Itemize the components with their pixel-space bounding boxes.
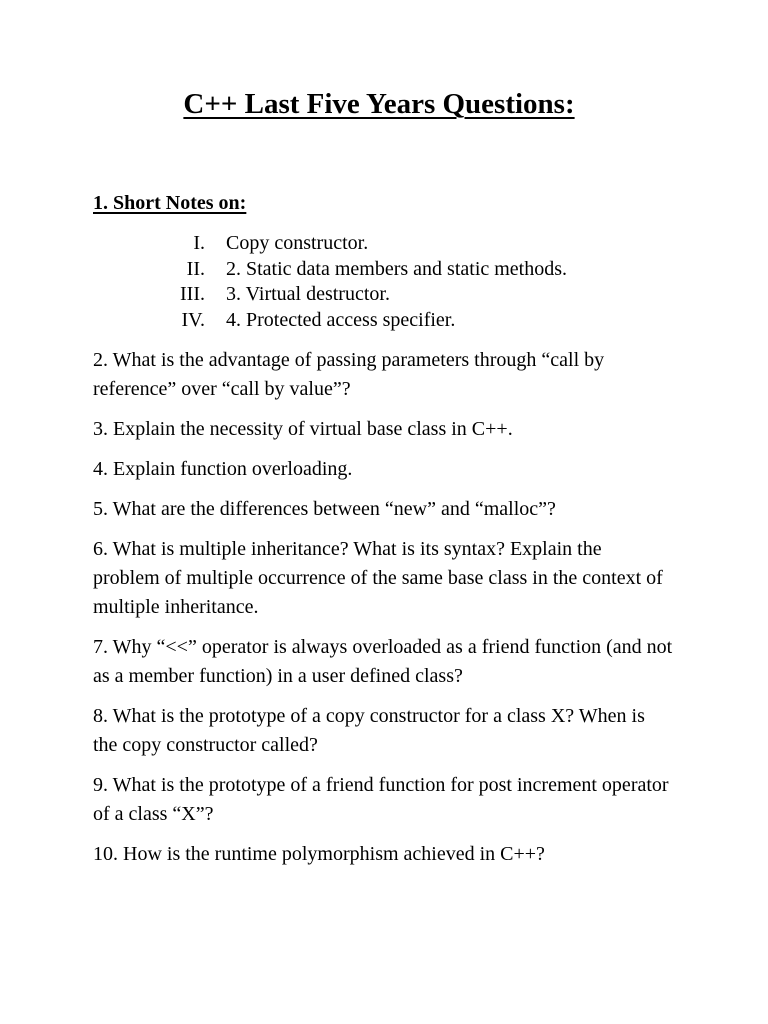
short-note-item — [150, 308, 710, 334]
document-title: C++ Last Five Years Questions: — [183, 88, 575, 120]
short-note-item — [150, 257, 710, 283]
roman-numeral: III. — [180, 283, 205, 305]
questions-list — [93, 346, 673, 880]
question-7: 7. Why “<<” operator is always overloaded as a friend function (and not as a member function) in a user defined class? — [93, 636, 673, 687]
section-heading-short-notes: 1. Short Notes on: — [93, 192, 247, 214]
short-note-text: 4. Protected access specifier. — [226, 308, 456, 331]
short-note-item — [150, 231, 710, 257]
short-note-item — [150, 282, 710, 308]
question-4: 4. Explain function overloading. — [93, 458, 353, 480]
short-note-text: 2. Static data members and static methods. — [226, 257, 568, 280]
question-2: 2. What is the advantage of passing parameters through “call by reference” over “call by value”? — [93, 349, 605, 400]
roman-numeral: IV. — [181, 308, 205, 331]
question-6: 6. What is multiple inheritance? What is its syntax? Explain the problem of multiple occurrence of the same base class in the context of multiple inheritance. — [93, 538, 663, 618]
question-9: 9. What is the prototype of a friend function for post increment operator of a class “X”? — [93, 774, 669, 825]
question-5: 5. What are the differences between “new” and “malloc”? — [93, 498, 556, 520]
short-note-text: Copy constructor. — [226, 232, 369, 254]
short-note-text: 3. Virtual destructor. — [226, 283, 390, 305]
question-3: 3. Explain the necessity of virtual base class in C++. — [93, 418, 513, 440]
question-10: 10. How is the runtime polymorphism achieved in C++? — [93, 843, 545, 865]
roman-numeral: I. — [193, 232, 205, 254]
short-notes-list — [150, 231, 710, 333]
roman-numeral: II. — [186, 257, 205, 280]
question-8: 8. What is the prototype of a copy constructor for a class X? When is the copy constructor called? — [93, 705, 645, 756]
